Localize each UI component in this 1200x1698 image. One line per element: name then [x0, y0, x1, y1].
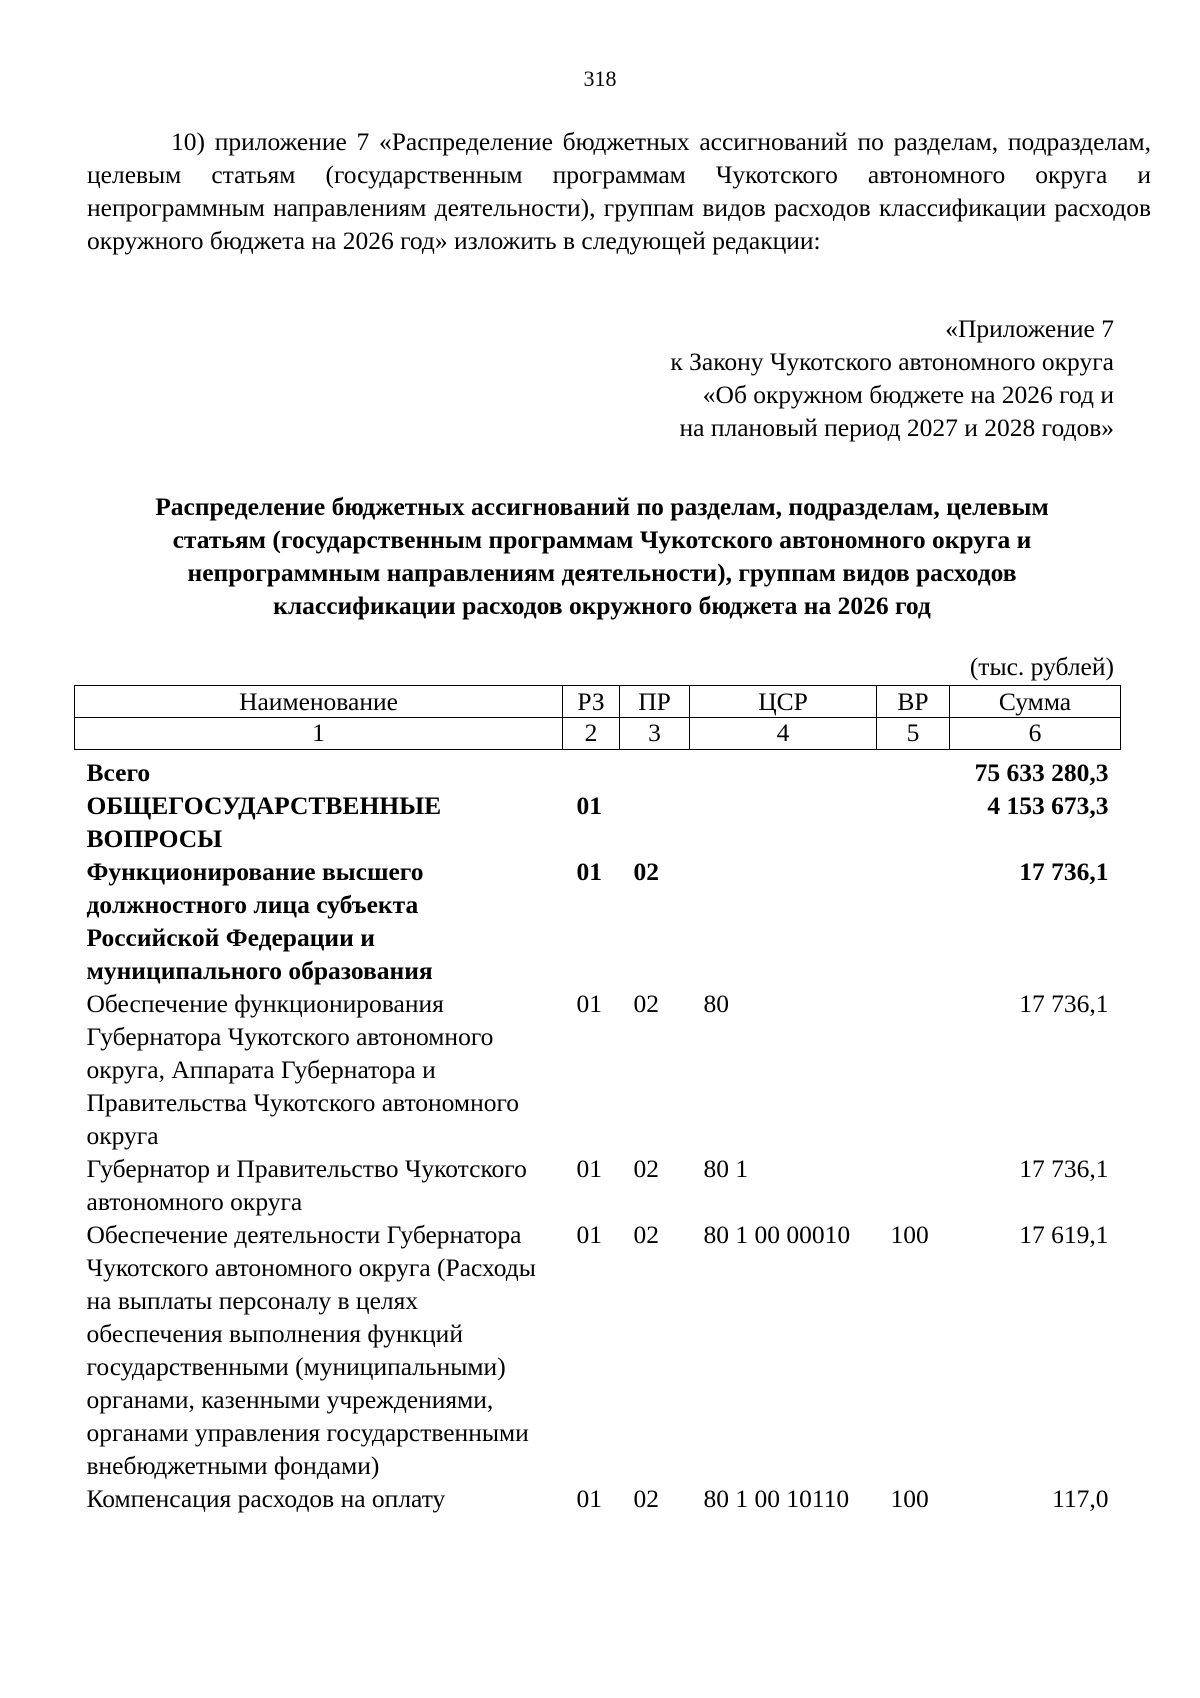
- row-pr: 02: [633, 1154, 659, 1183]
- units-label: (тыс. рублей): [969, 652, 1114, 681]
- table-row: [75, 855, 1121, 987]
- row-rz: 01: [576, 791, 602, 820]
- row-pr: [620, 750, 690, 790]
- row-csr: 80 1 00 10110: [703, 1484, 850, 1513]
- row-vr: 100: [890, 1220, 929, 1249]
- row-sum: 17 736,1: [1019, 989, 1109, 1018]
- row-pr: 02: [633, 989, 659, 1018]
- appendix-line: «Приложение 7: [945, 314, 1114, 343]
- header-vr: ВР: [877, 686, 950, 718]
- title-line: Распределение бюджетных ассигнований по разделам, подразделам, целевым: [155, 492, 1049, 521]
- row-vr: [877, 789, 950, 855]
- header-csr: ЦСР: [690, 686, 877, 718]
- row-vr: 100: [890, 1484, 929, 1513]
- budget-table: [74, 685, 1121, 1515]
- intro-paragraph: 10) приложение 7 «Распределение бюджетных ассигнований по разделам, подразделам, целевым статьям (государственным программам Чукотского автономного округа и непрограммным направлениям деятельности), группам видов расходов классификации расходов окружного бюджета на 2026 год» изложить в следующей редакции:: [87, 127, 1151, 255]
- header-pr: ПР: [620, 686, 690, 718]
- appendix-header: [670, 312, 1114, 444]
- row-sum: 4 153 673,3: [987, 791, 1109, 820]
- column-index: 6: [950, 718, 1121, 750]
- row-pr: 02: [633, 857, 659, 886]
- column-index: 3: [620, 718, 690, 750]
- row-name: Обеспечение функционирования Губернатора Чукотского автономного округа, Аппарата Губернатора и Правительства Чукотского автономного округа: [86, 989, 520, 1150]
- row-csr: [690, 750, 877, 790]
- row-name: Обеспечение деятельности Губернатора Чукотского автономного округа (Расходы на выплаты персоналу в целях обеспечения выполнения функций государственными (муниципальными) органами, казенными учреждениями, органами управления государственными внебюджетными фондами): [86, 1220, 536, 1480]
- row-vr: [877, 750, 950, 790]
- row-csr: 80 1 00 00010: [703, 1220, 851, 1249]
- row-sum: 75 633 280,3: [974, 758, 1109, 787]
- row-rz: 01: [576, 1484, 602, 1513]
- row-sum: 17 736,1: [1019, 857, 1109, 886]
- column-index: 2: [563, 718, 620, 750]
- header-rz: РЗ: [563, 686, 620, 718]
- header-sum: Сумма: [950, 686, 1121, 718]
- row-rz: 01: [576, 989, 602, 1018]
- header-row: [75, 686, 1121, 718]
- column-index: 5: [877, 718, 950, 750]
- table-row: [75, 987, 1121, 1152]
- row-sum: 17 736,1: [1019, 1154, 1109, 1183]
- row-vr: [877, 987, 950, 1152]
- row-sum: 117,0: [1052, 1484, 1109, 1513]
- document-title: [87, 490, 1117, 622]
- row-name: Губернатор и Правительство Чукотского автономного округа: [86, 1154, 527, 1216]
- page-number: 318: [583, 66, 617, 91]
- title-line: классификации расходов окружного бюджета на 2026 год: [273, 591, 931, 620]
- table-row: [75, 1218, 1121, 1482]
- row-name: Функционирование высшего должностного лица субъекта Российской Федерации и муниципального образования: [86, 857, 433, 985]
- row-name: Компенсация расходов на оплату: [86, 1484, 446, 1513]
- table-row: [75, 750, 1121, 790]
- row-pr: [620, 789, 690, 855]
- row-pr: 02: [633, 1220, 659, 1249]
- appendix-line: «Об окружном бюджете на 2026 год и: [702, 380, 1114, 409]
- table-row: [75, 1152, 1121, 1218]
- table-row: [75, 789, 1121, 855]
- row-vr: [877, 855, 950, 987]
- row-name: Всего: [86, 758, 151, 787]
- appendix-line: к Закону Чукотского автономного округа: [670, 347, 1114, 376]
- row-csr: [690, 855, 877, 987]
- row-rz: 01: [576, 857, 602, 886]
- row-vr: [877, 1152, 950, 1218]
- row-pr: 02: [633, 1484, 659, 1513]
- appendix-line: на плановый период 2027 и 2028 годов»: [679, 413, 1114, 442]
- row-sum: 17 619,1: [1019, 1220, 1109, 1249]
- row-rz: 01: [576, 1154, 602, 1183]
- header-name: Наименование: [75, 686, 563, 718]
- row-csr: 80 1: [703, 1154, 749, 1183]
- column-index-row: [75, 718, 1121, 750]
- row-name: ОБЩЕГОСУДАРСТВЕННЫЕ ВОПРОСЫ: [86, 791, 442, 853]
- column-index: 1: [75, 718, 563, 750]
- column-index: 4: [690, 718, 877, 750]
- title-line: статьям (государственным программам Чукотского автономного округа и: [172, 525, 1032, 554]
- row-csr: [690, 789, 877, 855]
- table-row: [75, 1482, 1121, 1515]
- title-line: непрограммным направлениям деятельности), группам видов расходов: [187, 558, 1017, 587]
- row-rz: [563, 750, 620, 790]
- row-rz: 01: [576, 1220, 602, 1249]
- row-csr: 80: [703, 989, 729, 1018]
